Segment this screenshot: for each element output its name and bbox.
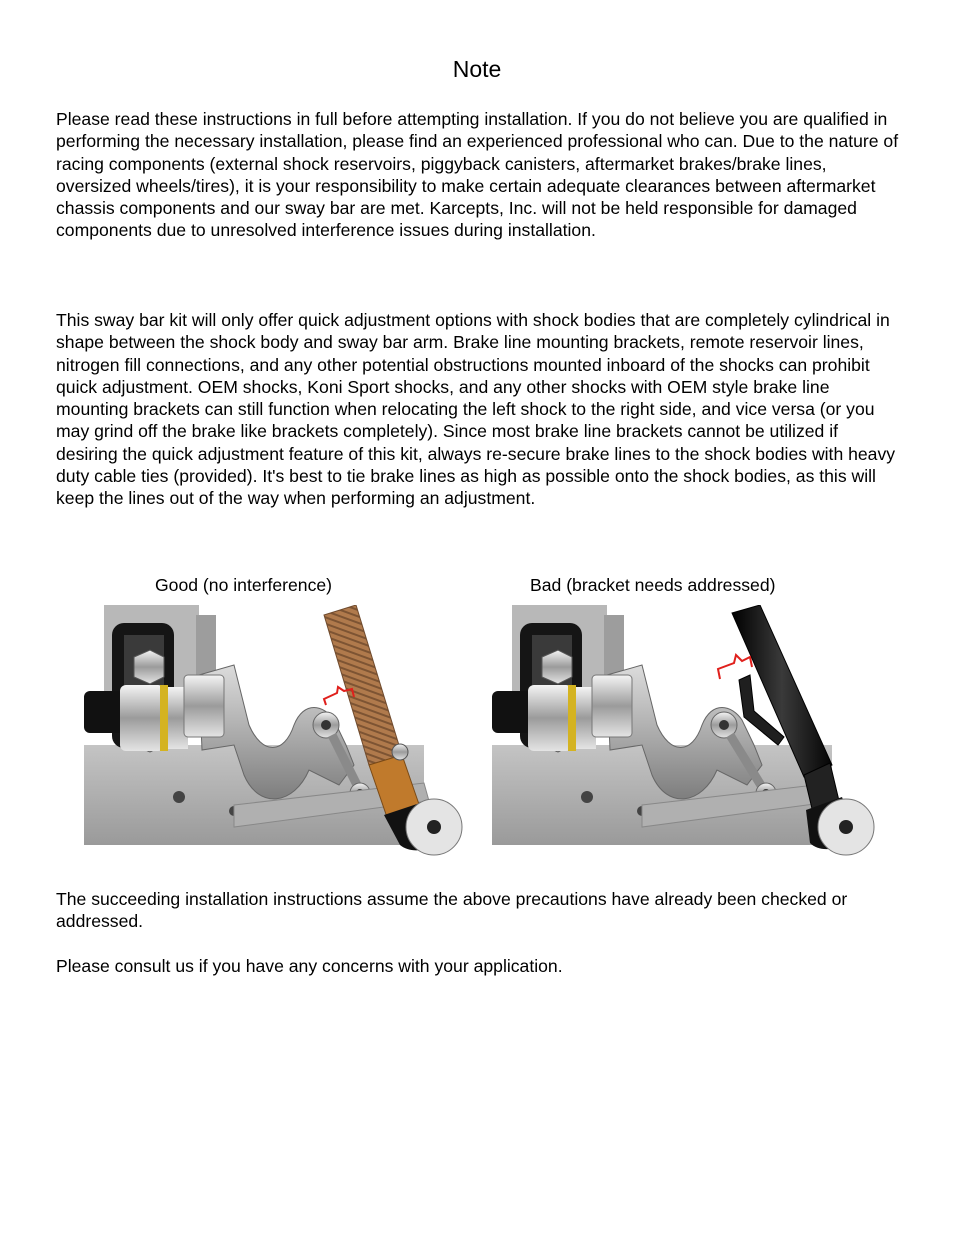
good-installation-diagram [84, 605, 468, 863]
bad-figure-caption: Bad (bracket needs addressed) [530, 575, 776, 595]
bad-installation-diagram [492, 605, 876, 863]
contact-paragraph: Please consult us if you have any concerns with your application. [56, 956, 563, 976]
clearance-marker [718, 655, 752, 679]
page-title: Note [452, 56, 502, 82]
compatibility-paragraph: This sway bar kit will only offer quick adjustment options with shock bodies that are completely cylindrical in shape between the shock body and sway bar arm. Brake line mounting brackets, remote reservoir lines, nitrogen fill connections, and any other potential obstructions mounted inboard of the shocks can prohibit quick adjustment. OEM shocks, Koni Sport shocks, and any other shocks with OEM style brake line mounting brackets can still function when relocating the left shock to the right side, and vice versa (or you may grind off the brake like brackets completely). Since most brake line brackets cannot be utilized if desiring the quick adjustment feature of this kit, always re-secure brake lines to the shock bodies with heavy duty cable ties (provided). It's best to tie brake lines as high as possible onto the shock bodies, as this will keep the lines out of the way when performing an adjustment. [56, 310, 896, 509]
precautions-paragraph: The succeeding installation instructions assume the above precautions have already been checked or addressed. [56, 889, 848, 932]
intro-paragraph: Please read these instructions in full before attempting installation. If you do not believe you are qualified in performing the necessary installation, please find an experienced professional who can. Due to the nature of racing components (external shock reservoirs, piggyback canisters, aftermarket brakes/brake lines, oversized wheels/tires), it is your responsibility to make certain adequate clearances between aftermarket chassis components and our sway bar are met. Karcepts, Inc. will not be held responsible for damaged components due to unresolved interference issues during installation. [56, 109, 899, 241]
bushing-clamp [120, 685, 188, 751]
bushing-clamp [528, 685, 596, 751]
good-figure-caption: Good (no interference) [155, 575, 333, 595]
